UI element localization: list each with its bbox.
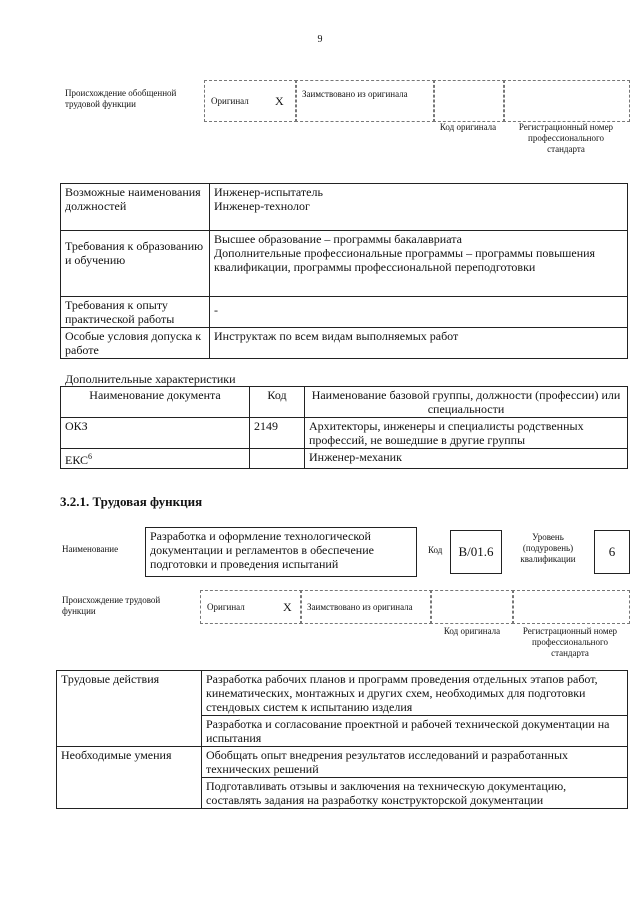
extra-code (250, 449, 305, 469)
origin2-borrowed-label: Заимствовано из оригинала (307, 602, 413, 612)
extra-table (60, 386, 628, 469)
origin2-mark: X (283, 600, 292, 614)
info-value: - (210, 297, 628, 328)
actions-group-label: Трудовые действия (57, 671, 202, 747)
info-table (60, 183, 628, 359)
origin2-code-caption: Код оригинала (443, 626, 501, 636)
extra-code: 2149 (250, 418, 305, 449)
actions-item: Разработка рабочих планов и программ проведения отдельных этапов работ, кинематических, монтажных и других схем, необходимых для подготовки стендовых систем к испытанию изделия (202, 671, 628, 716)
table-row (61, 231, 628, 297)
table-row (57, 671, 628, 716)
origin-code-caption: Код оригинала (439, 122, 497, 132)
table-row (61, 328, 628, 359)
page-number: 9 (317, 34, 323, 45)
info-label: Особые условия допуска к работе (61, 328, 210, 359)
extra-doc-text: ОКЗ (65, 419, 88, 433)
extra-header-doc: Наименование документа (61, 387, 250, 418)
info-value: Высшее образование – программы бакалавриата Дополнительные профессиональные программы – программы повышения квалификации, программы профессиональной переподготовки (210, 231, 628, 297)
name-value: Разработка и оформление технологической документации и регламентов в обеспечение подготовки и проведения испытаний (145, 527, 417, 577)
actions-item: Разработка и согласование проектной и рабочей технической документации на испытания (202, 716, 628, 747)
origin-borrowed-label: Заимствовано из оригинала (302, 89, 408, 99)
table-row (61, 184, 628, 231)
info-label: Требования к опыту практической работы (61, 297, 210, 328)
origin-original-label: Оригинал (211, 96, 249, 106)
origin2-code-cell (430, 590, 514, 624)
name-label: Наименование (62, 544, 119, 554)
origin-reg-cell (503, 80, 630, 122)
table-row (61, 387, 628, 418)
level-label: Уровень (подуровень) квалификации (520, 532, 576, 564)
extra-name: Архитекторы, инженеры и специалисты родственных профессий, не вошедшие в другие группы (305, 418, 628, 449)
origin2-original-cell (200, 590, 302, 624)
origin-label: Происхождение обобщенной трудовой функции (65, 88, 177, 109)
table-row (61, 418, 628, 449)
extra-doc (61, 449, 250, 469)
code-value: B/01.6 (450, 530, 502, 574)
origin2-original-label: Оригинал (207, 602, 245, 612)
level-value: 6 (594, 530, 630, 574)
extra-doc-footnote: 6 (88, 452, 93, 461)
origin-code-cell (433, 80, 505, 122)
actions-item: Подготавливать отзывы и заключения на техническую документацию, составлять задания на разработку конструкторской документации (202, 778, 628, 809)
actions-table (56, 670, 628, 809)
extra-doc-text: ЕКС (65, 453, 89, 467)
origin2-reg-cell (512, 590, 630, 624)
table-row (61, 297, 628, 328)
info-value: Инструктаж по всем видам выполняемых работ (210, 328, 628, 359)
extra-title: Дополнительные характеристики (65, 372, 236, 386)
extra-name: Инженер-механик (305, 449, 628, 469)
extra-header-name: Наименование базовой группы, должности (профессии) или специальности (305, 387, 628, 418)
origin-reg-caption: Регистрационный номер профессионального стандарта (518, 122, 614, 154)
actions-item: Обобщать опыт внедрения результатов исследований и разработанных технических решений (202, 747, 628, 778)
info-value: Инженер-испытатель Инженер-технолог (210, 184, 628, 231)
origin-original-cell (204, 80, 297, 122)
extra-header-code: Код (250, 387, 305, 418)
origin-borrowed-cell (295, 80, 435, 122)
origin2-label: Происхождение трудовой функции (62, 595, 161, 616)
section-heading: 3.2.1. Трудовая функция (60, 494, 203, 509)
origin-mark: X (275, 94, 284, 108)
actions-group-label: Необходимые умения (57, 747, 202, 809)
code-label: Код (428, 545, 443, 555)
origin2-reg-caption: Регистрационный номер профессионального стандарта (522, 626, 618, 658)
table-row (61, 449, 628, 469)
info-label: Требования к образованию и обучению (61, 231, 210, 297)
info-label: Возможные наименования должностей (61, 184, 210, 231)
extra-doc (61, 418, 250, 449)
origin2-borrowed-cell (300, 590, 432, 624)
table-row (57, 747, 628, 778)
